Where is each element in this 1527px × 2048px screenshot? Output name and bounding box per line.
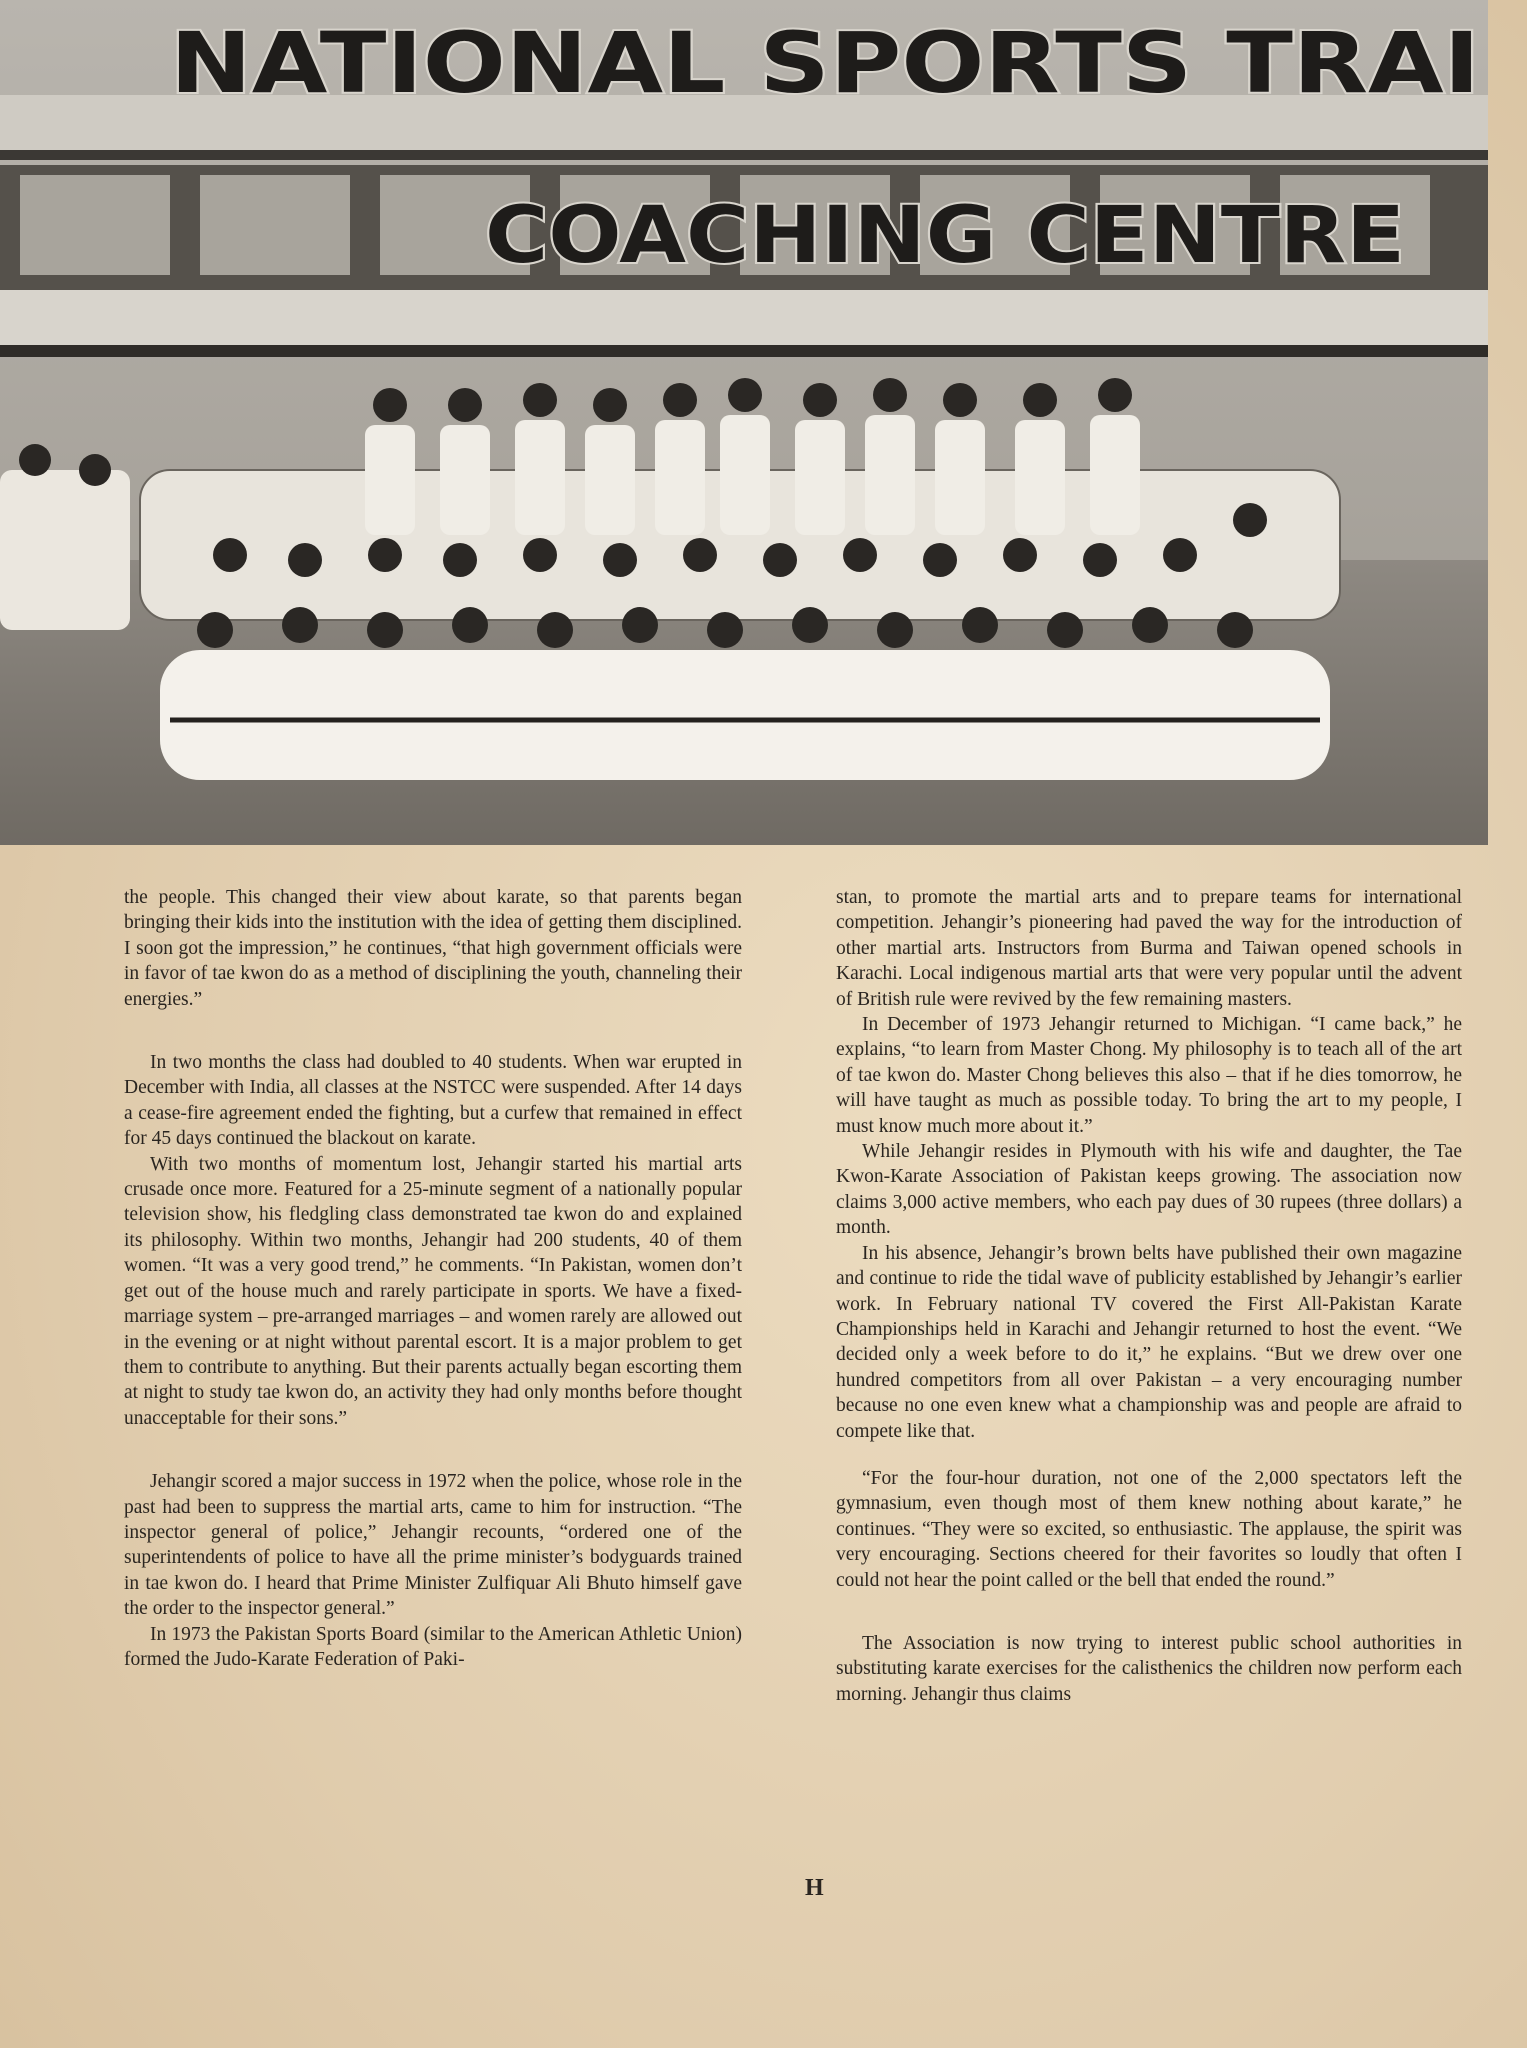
paragraph: “For the four-hour duration, not one of the 2,000 spectators left the gymnasium, even though most of them knew nothing about karate,” he continues. “They were so excited, so enthusiastic. The applause, the spirit was very encouraging. Sections cheered for their favorites so loudly that often I could not hear the point called or the bell that ended the round.” (836, 1467, 1462, 1591)
left-column (124, 885, 742, 1672)
paragraph: Jehangir scored a major success in 1972 when the police, whose role in the past had been to suppress the martial arts, came to him for instruction. “The inspector general of police,” Jehangir recounts, “ordered one of the superintendents of police to have all the prime minister’s bodyguards trained in tae kwon do. I heard that Prime Minister Zulfiquar Ali Bhuto himself gave the order to the inspector general.” (124, 1471, 742, 1620)
group-photo (0, 0, 1488, 845)
paragraph: While Jehangir resides in Plymouth with his wife and daughter, the Tae Kwon-Karate Association of Pakistan keeps growing. The association now claims 3,000 active members, who each pay dues of 30 rupees (three dollars) a month. (836, 1141, 1462, 1239)
sign-line-1: NATIONAL SPORTS TRAI (170, 14, 1480, 112)
paragraph: In two months the class had doubled to 40 students. When war erupted in December with India, all classes at the NSTCC were suspended. After 14 days a cease-fire agreement ended the fighting, but a curfew that remained in effect for 45 days continued the blackout on karate. (124, 1052, 742, 1150)
paragraph: In his absence, Jehangir’s brown belts have published their own magazine and continue to ride the tidal wave of publicity established by Jehangir’s earlier work. In February national TV covered the First All-Pakistan Karate Championships held in Karachi and Jehangir returned to host the event. “We decided only a week before to do it,” he explains. “But we drew over one hundred competitors from all over Pakistan – a very encouraging number because no one even knew what a championship was and people are afraid to compete like that. (836, 1242, 1462, 1442)
page-folio: H (805, 1875, 824, 1901)
sign-line-2: COACHING CENTRE (485, 191, 1405, 281)
paragraph: With two months of momentum lost, Jehangir started his martial arts crusade once more. Featured for a 25-minute segment of a nationally popular television show, his fledgling class demonstrated tae kwon do and explained its philosophy. Within two months, Jehangir had 200 students, 40 of them women. “It was a very good trend,” he comments. “In Pakistan, women don’t get out of the house much and rarely participate in sports. We have a fixed-marriage system – pre-arranged marriages – and women rarely are allowed out in the evening or at night without parental escort. It is a major problem to get them to contribute to anything. But their parents actually began escorting them at night to study tae kwon do, an activity they had only months before thought unacceptable for their sons.” (124, 1153, 742, 1429)
paragraph: stan, to promote the martial arts and to prepare teams for international competition. Jehangir’s pioneering had paved the way for the introduction of other martial arts. Instructors from Burma and Taiwan opened schools in Karachi. Local indigenous martial arts that were very popular until the advent of British rule were revived by the few remaining masters. (836, 887, 1462, 1010)
right-column (836, 885, 1462, 1707)
paragraph: In December of 1973 Jehangir returned to Michigan. “I came back,” he explains, “to learn from Master Chong. My philosophy is to teach all of the art of tae kwon do. Master Chong believes this also – that if he dies tomorrow, he will have taught as much as possible today. To bring the art to my people, I must know much more about it.” (836, 1014, 1462, 1137)
paragraph: the people. This changed their view about karate, so that parents began bringing their kids into the institution with the idea of getting them disciplined. I soon got the impression,” he continues, “that high government officials were in favor of tae kwon do as a method of disciplining the youth, channeling their energies.” (124, 887, 742, 1010)
paragraph: The Association is now trying to interest public school authorities in substituting karate exercises for the calisthenics the children now perform each morning. Jehangir thus claims (836, 1632, 1462, 1705)
paragraph: In 1973 the Pakistan Sports Board (similar to the American Athletic Union) formed the Judo-Karate Federation of Paki- (124, 1623, 742, 1670)
